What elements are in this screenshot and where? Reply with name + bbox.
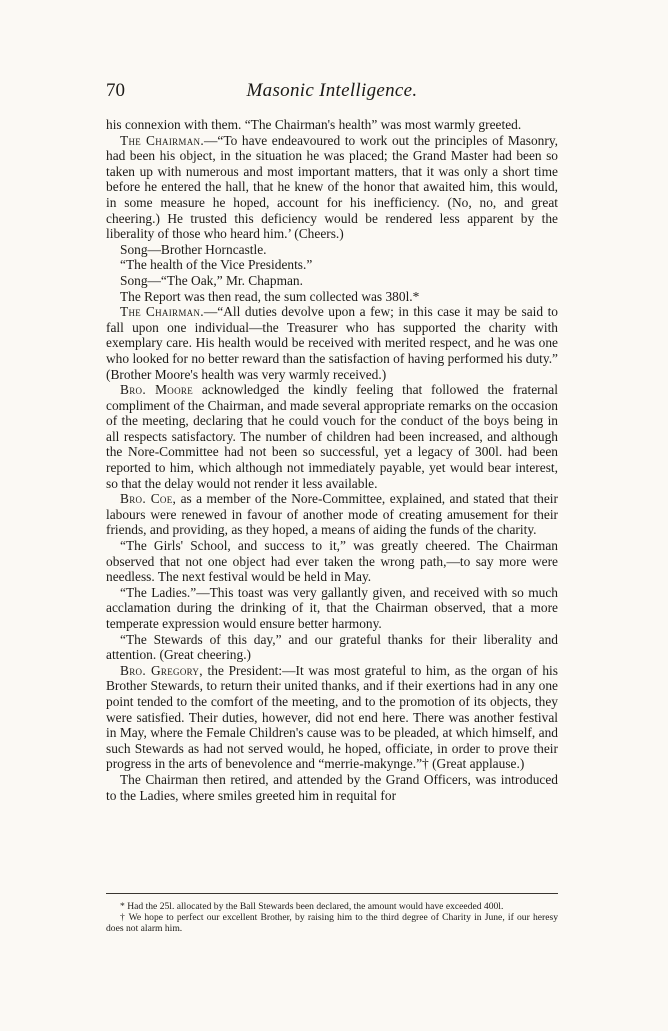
paragraph: Song—“The Oak,” Mr. Chapman. [120,272,303,288]
paragraph: The Chairman.—“To have endeavoured to work out the principles of Masonry, had been his object, in the situation he was placed; the Grand Master had been so taken up with numerous and most important matters, that it was only a short time before he entered the hall, that he knew of the honor that awaited him, this would, in some measure he hoped, account for his inefficiency. (No, no, and great cheering.) He trusted this deficiency would be rendered less apparent by the liberality of those who heard him.’ (Cheers.) [106,132,558,242]
paragraph: “The Ladies.”—This toast was very gallantly given, and received with so much acclamation during the drinking of it, that the Chairman observed, that a more temperate expression would ensure better harmony. [106,584,558,631]
speaker-name: The Chairman. [120,304,204,320]
speaker-name: Bro. Moore [120,382,193,398]
page-header [106,80,558,108]
paragraph: Bro. Coe, as a member of the Nore-Committee, explained, and stated that their labours were renewed in favour of another mode of creating amusement for their friends, and providing, as they hoped, a means of aiding the funds of the charity. [106,491,558,538]
page-number: 70 [106,80,125,101]
paragraph: The Chairman.—“All duties devolve upon a few; in this case it may be said to fall upon one individual—the Treasurer who has supported the charity with exemplary care. His health would be received with merited respect, and he was one who looked for no better reward than the satisfaction of having performed his duty.” (Brother Moore's health was very warmly received.) [106,304,558,382]
footnotes [106,901,558,935]
footnote: * Had the 25l. allocated by the Ball Stewards been declared, the amount would have exceeded 400l. [120,901,504,912]
paragraph: Bro. Moore acknowledged the kindly feeling that followed the fraternal compliment of the Chairman, and made several appropriate remarks on the occasion of the meeting, declaring that he could vouch for the conduct of the boys being in all respects satisfactory. The number of children had been increased, and although the Nore-Committee had not been so successful, yet a legacy of 300l. had been reported to him, which although not immediately payable, yet would bear interest, so that the delay would not render it less available. [106,382,558,491]
paragraph: The Report was then read, the sum collected was 380l.* [120,288,420,304]
footnote-divider [106,893,558,894]
paragraph: The Chairman then retired, and attended by the Grand Officers, was introduced to the Ladies, where smiles greeted him in requital for [106,771,558,803]
paragraph: “The Girls' School, and success to it,” was greatly cheered. The Chairman observed that not one object had ever taken the wrong path,—to say more were needless. The next festival would be held in May. [106,538,558,585]
paragraph: Song—Brother Horncastle. [120,241,267,257]
footnote: † We hope to perfect our excellent Brother, by raising him to the third degree of Charity in June, if our heresy does not alarm him. [106,912,558,935]
paragraph: his connexion with them. “The Chairman's health” was most warmly greeted. [106,117,522,132]
speaker-name: The Chairman. [120,132,204,148]
body-text [106,117,558,803]
paragraph: “The Stewards of this day,” and our grateful thanks for their liberality and attention. (Great cheering.) [106,631,558,663]
paragraph: “The health of the Vice Presidents.” [120,257,313,273]
paragraph: Bro. Gregory, the President:—It was most grateful to him, as the organ of his Brother Stewards, to return their united thanks, and if their exertions had in any one point tended to the comfort of the meeting, and to the promotion of its objects, they were satisfied. Their duties, however, did not end here. There was another festival in May, where the Female Children's cause was to be pleaded, at which himself, and such Stewards as had not served would, he hoped, officiate, in order to prove their progress in the arts of benevolence and “merrie-makynge.”† (Great applause.) [106,662,558,772]
speaker-name: Bro. Coe, [120,491,177,507]
speaker-name: Bro. Gregory, [120,662,203,678]
running-title: Masonic Intelligence. [246,80,418,101]
